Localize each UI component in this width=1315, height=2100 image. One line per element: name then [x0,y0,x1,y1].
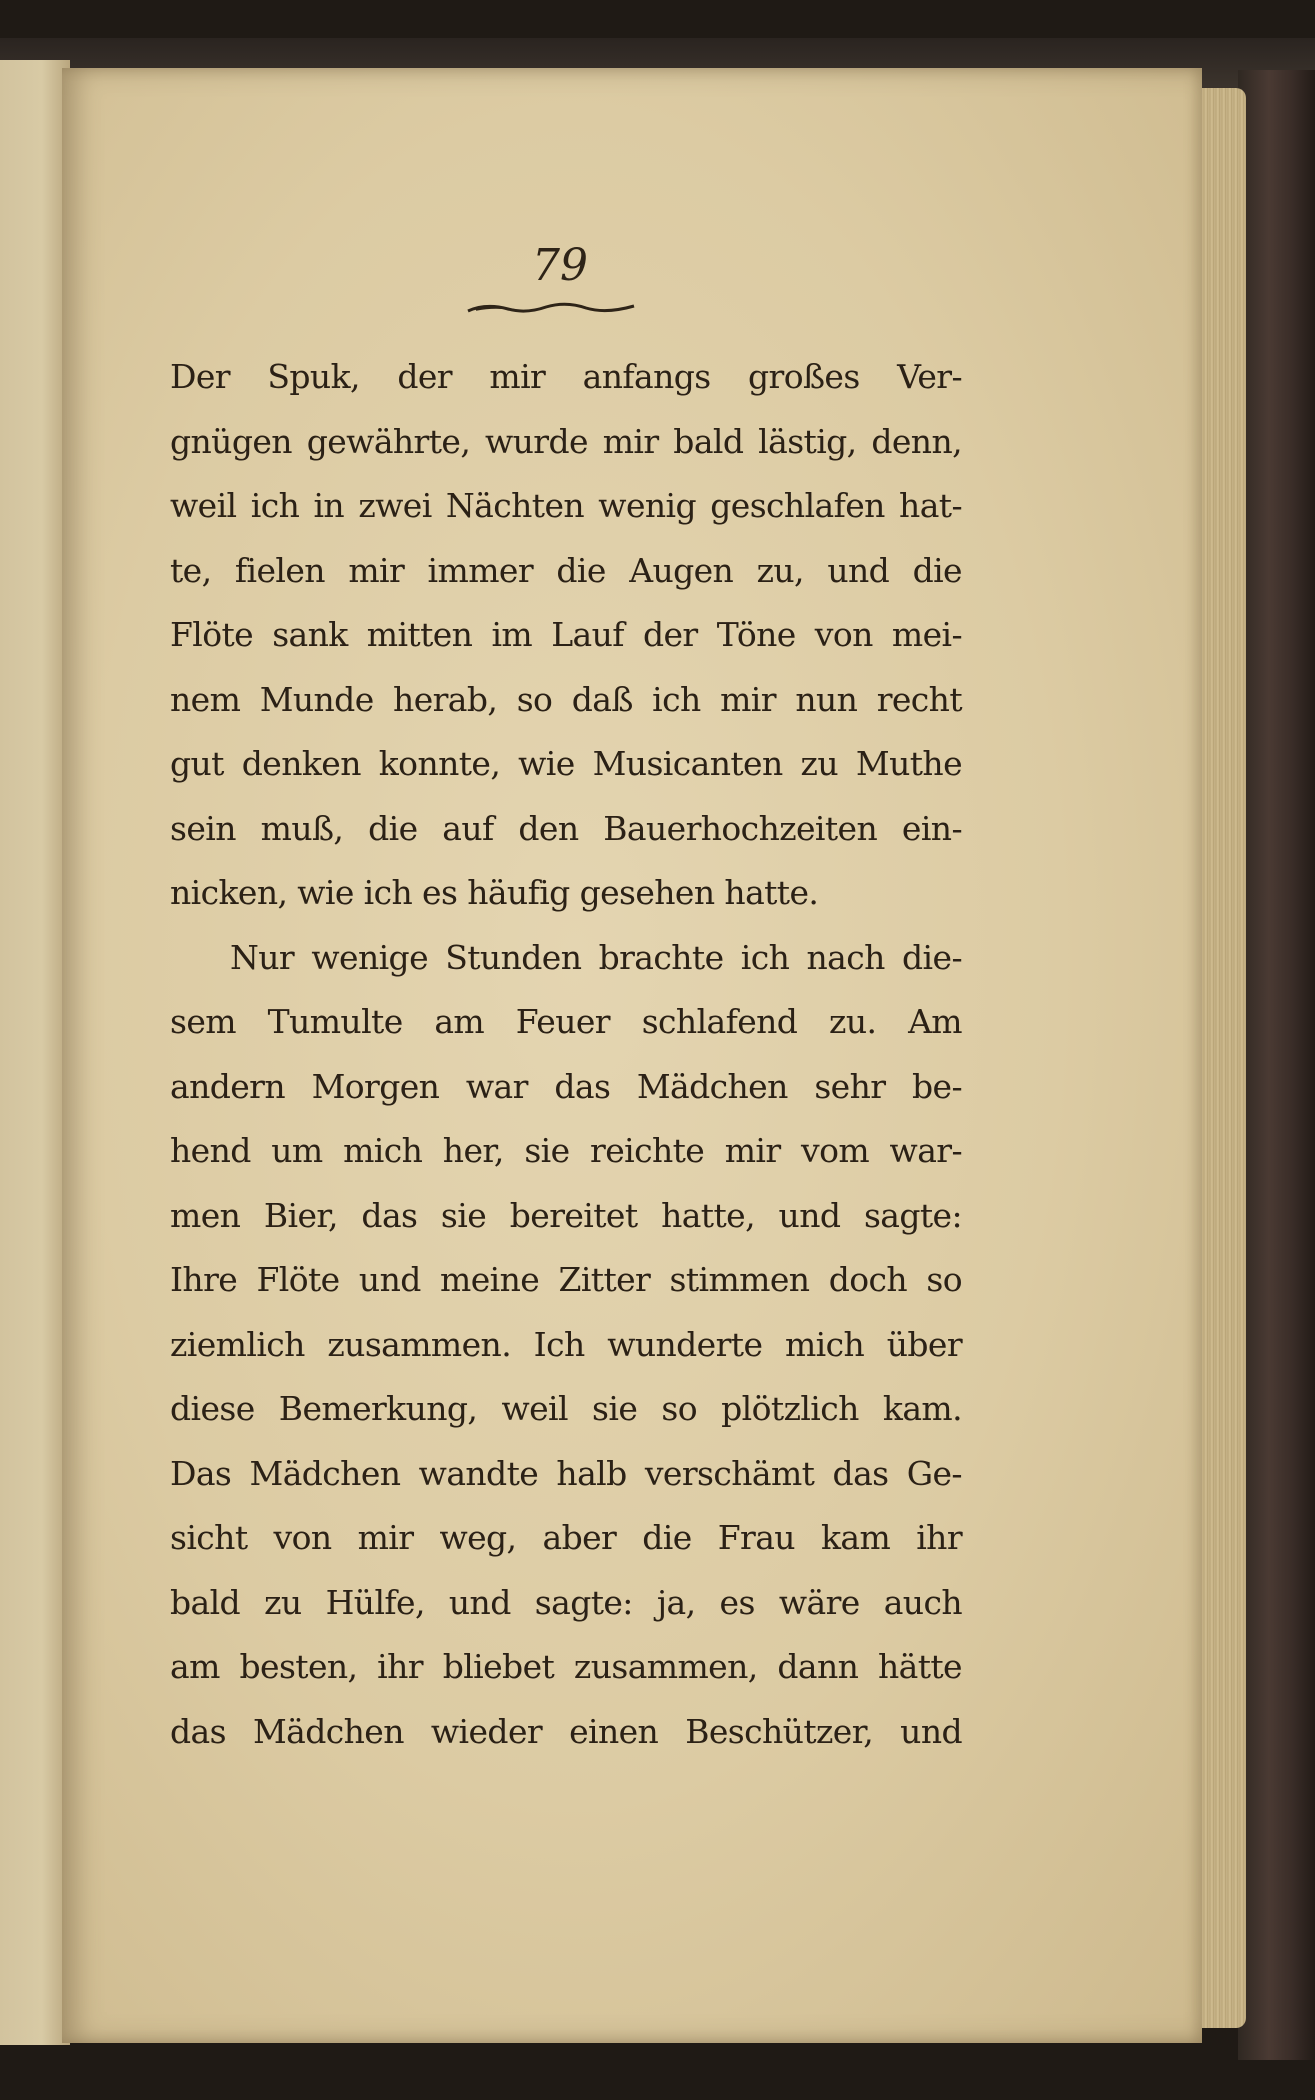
text-line: andern Morgen war das Mädchen sehr be- [170,1066,962,1106]
page-edges [1196,88,1246,2028]
text-line: am besten, ihr bliebet zusammen, dann hätte [170,1647,962,1686]
text-line: Nur wenige Stunden brachte ich nach die- [230,937,962,977]
text-line: bald zu Hülfe, und sagte: ja, es wäre auch [170,1582,962,1622]
ornament-rule [466,298,636,320]
text-line: Flöte sank mitten im Lauf der Töne von mei- [170,615,962,654]
text-line: sem Tumulte am Feuer schlafend zu. Am [170,1002,962,1041]
text-line: Das Mädchen wandte halb verschämt das Ge- [170,1453,962,1493]
text-line: Der Spuk, der mir anfangs großes Ver- [170,357,962,396]
text-line: sein muß, die auf den Bauerhochzeiten ein- [170,808,962,848]
facing-page-edge [0,60,70,2045]
text-line: weil ich in zwei Nächten wenig geschlafen hat- [170,486,962,525]
text-line: das Mädchen wieder einen Beschützer, und [170,1711,962,1751]
text-line: diese Bemerkung, weil sie so plötzlich kam. [170,1389,962,1428]
text-line: sicht von mir weg, aber die Frau kam ihr [170,1518,962,1557]
body-text [170,345,962,1764]
text-line: ziemlich zusammen. Ich wunderte mich über [170,1324,962,1364]
text-line: nicken, wie ich es häufig gesehen hatte. [170,873,819,912]
text-line: gnügen gewährte, wurde mir bald lästig, denn, [170,421,962,461]
text-line: gut denken konnte, wie Musicanten zu Muthe [170,744,962,783]
book-cover-right [1238,70,1315,2060]
text-line: nem Munde herab, so daß ich mir nun recht [170,679,962,719]
text-line: men Bier, das sie bereitet hatte, und sagte: [170,1195,962,1235]
text-line: te, fielen mir immer die Augen zu, und die [170,550,962,590]
text-line: hend um mich her, sie reichte mir vom war- [170,1131,962,1170]
text-line: Ihre Flöte und meine Zitter stimmen doch so [170,1260,962,1299]
page-number: 79 [532,240,588,291]
